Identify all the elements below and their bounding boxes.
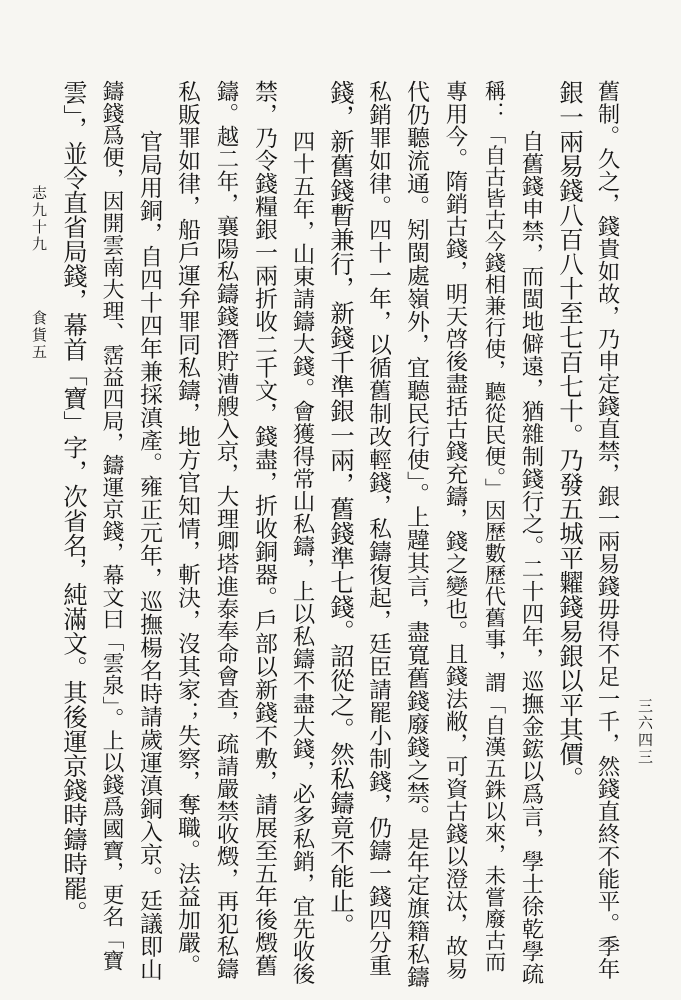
text-column-12: 私販罪如律，船戶運弁罪同私鑄，地方官知情，斬決，沒其家；失察，奪職。法益加嚴。 [174,80,200,977]
text-column-8: 錢，新舊錢暫兼行，新錢千準銀一兩，舊錢準七錢。詔從之。然私鑄竟不能止。 [326,80,355,938]
text-column-7: 私銷罪如律。四十一年，以循舊制改輕錢，私鑄復起，廷臣請罷小制錢，仍鑄一錢四分重 [365,80,391,977]
text-column-10: 禁，乃令錢糧銀一兩折收二千文，錢盡，折收銅器。戶部以新錢不敷，請展至五年後燬舊 [251,80,277,977]
text-column-3: 自舊錢申禁，而閩地僻遠，猶雜制錢行之。二十四年，巡撫金鋐以爲言，學士徐乾學疏 [518,130,544,985]
text-column-11: 鑄。越二年，襄陽私鑄錢潛貯漕艘入京，大理卿塔進泰奉命會查，疏請嚴禁收燬，再犯私鑄 [213,80,239,980]
text-column-6: 代仍聽流通。矧閩處嶺外，宜聽民行使」。上韙其言，盡寬舊錢廢錢之禁。是年定旗籍私鑄 [403,80,429,989]
text-column-13: 官局用銅，自四十四年兼採滇產。雍正元年，巡撫楊名時請歲運滇銅入京。廷議即山 [136,130,162,981]
text-column-14: 鑄錢爲便，因開雲南大理、霑益四局，鑄運京錢，幕文曰「雲泉」。上以錢爲國寶，更名「寶 [99,80,124,972]
text-column-9: 四十五年，山東請鑄大錢。會獲得常山私鑄，上以私鑄不盡大錢，必多私銷，宜先收後 [289,130,315,985]
text-column-2: 銀一兩易錢八百八十至七百七十。乃發五城平糶錢易銀以平其價。 [555,80,584,791]
text-column-1: 舊制。久之，錢貴如故，乃申定錢直禁，銀一兩易錢毋得不足一千，然錢直終不能平。季年 [594,80,620,980]
page-number: 三六四三 [636,698,654,766]
text-column-15: 雲」，並令直省局錢，幕首「寶」字，次省名，純滿文。其後運京錢時鑄時罷。 [59,80,88,926]
running-header-volume: 志九十九 [30,185,48,253]
text-column-5: 專用今。隋銷古錢，明天啓後盡括古錢充鑄，錢之變也。且錢法敝，可資古錢以澄汰，故易 [442,80,468,980]
text-column-4: 稱：「自古皆古今錢相兼行使，聽從民便。」因歷數歷代舊事，謂「自漢五銖以來，未嘗廢古而 [481,80,506,973]
running-header-title: 食貨五 [30,310,48,361]
